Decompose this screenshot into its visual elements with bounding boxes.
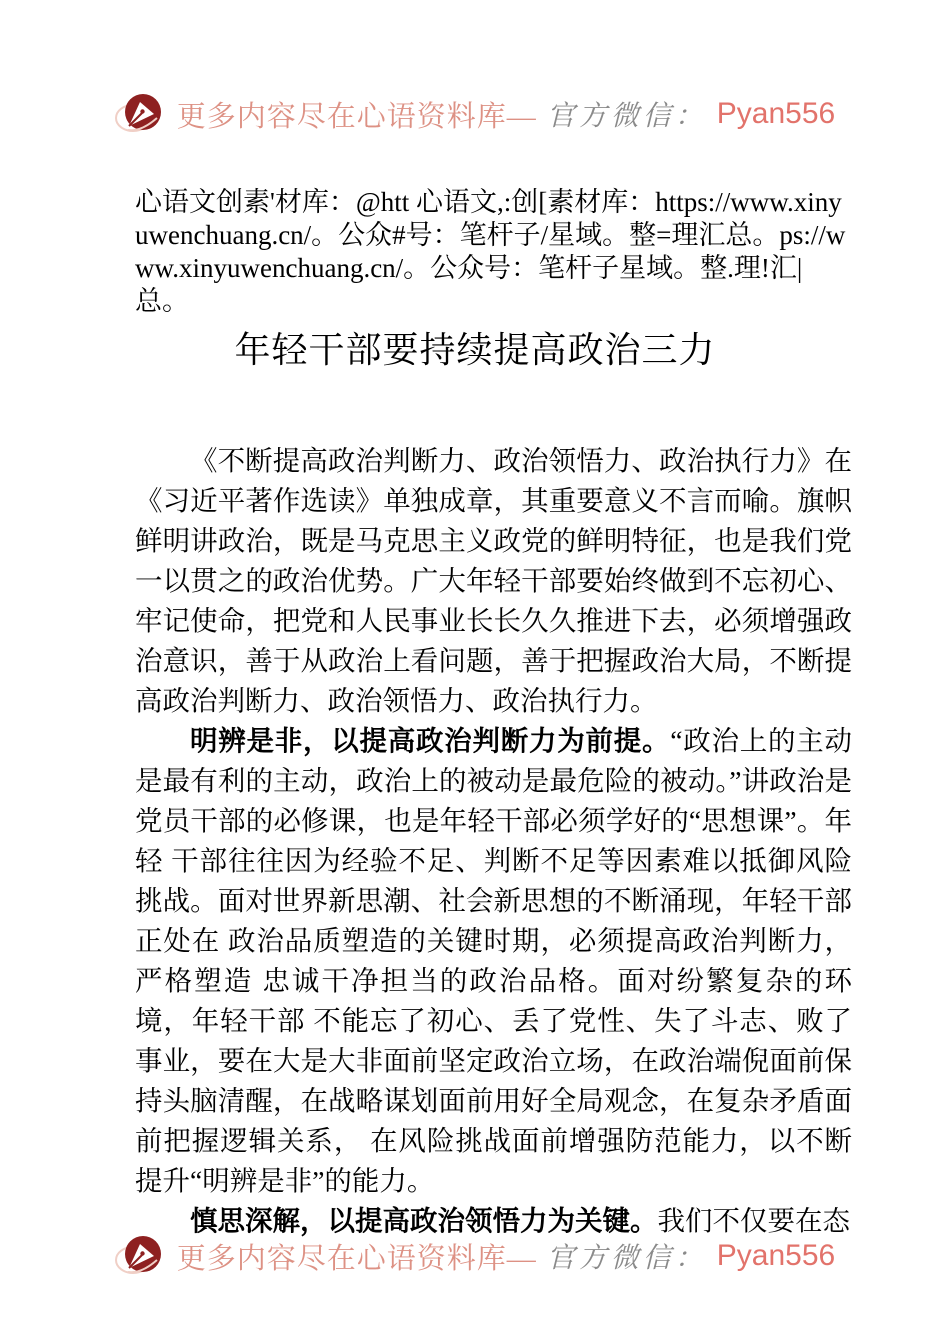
article-body	[135, 441, 852, 1241]
pen-logo-icon	[115, 88, 167, 140]
paragraph-text: 《不断提高政治判断力、政治领悟力、政治执行力》在《习近平著作选读》单独成章，其重要意义不言而喻。旗帜鲜明讲政治，既是马克思主义政党的鲜明特征，也是我们党一以贯之的政治优势。广大年轻干部要始终做到不忘初心、 牢记使命，把党和人民事业长长久久推进下去，必须增强政治意识，善于从政治上看问题，善于把握政治大局，不断提高政治判断力、政治领悟力、政治执行力。	[135, 445, 852, 716]
article-title: 年轻干部要持续提高政治三力	[234, 330, 716, 370]
watermark-text: 更多内容尽在心语资料库—	[176, 1242, 537, 1275]
watermark-wechat-id: Pyan556	[716, 97, 836, 130]
watermark-wechat-id: Pyan556	[716, 1239, 836, 1272]
paragraph-lead: 慎思深解，以提高政治领悟力为关键。	[190, 1205, 658, 1236]
watermark-text: 更多内容尽在心语资料库—	[176, 100, 537, 133]
watermark-label: 官方微信：	[546, 1243, 707, 1274]
paragraph-lead: 明辨是非，以提高政治判断力为前提。	[190, 725, 671, 756]
pen-logo-icon	[115, 1230, 167, 1282]
paragraph-text: “政治上的主动是最有利的主动，政治上的被动是最危险的被动。”讲政治是党员干部的必修课，也是年轻干部必须学好的“思想课”。年轻 干部往往因为经验不足、判断不足等因素难以抵御风险挑战。面对世界新思潮、社会新思想的不断涌现，年轻干部正处在 政治品质塑造的关键时期，必须提高政治判断力，严格塑造 忠诚干净担当的政治品格。面对纷繁复杂的环境，年轻干部 不能忘了初心、丢了党性、失了斗志、败了事业，要在大是大非面前坚定政治立场，在政治端倪面前保持头脑清醒，在战略谋划面前用好全局观念，在复杂矛盾面前把握逻辑关系， 在风险挑战面前增强防范能力，以不断提升“明辨是非”的能力。	[135, 725, 852, 1196]
header-watermark	[0, 0, 950, 140]
source-note: 心语文创素'材库：@htt 心语文,:创[素材库：https://www.xinyuwenchuang.cn/。公众#号：笔杆子/星域。整=理汇总。ps://www.xinyuwenchuang.cn/。公众号：笔杆子星域。整.理!汇|总。	[135, 187, 846, 316]
paragraph	[135, 441, 852, 721]
paragraph-text: 我们不仅要在态	[657, 1205, 850, 1236]
paragraph	[135, 721, 852, 1201]
footer-watermark	[0, 1230, 950, 1282]
watermark-label: 官方微信：	[546, 101, 707, 132]
